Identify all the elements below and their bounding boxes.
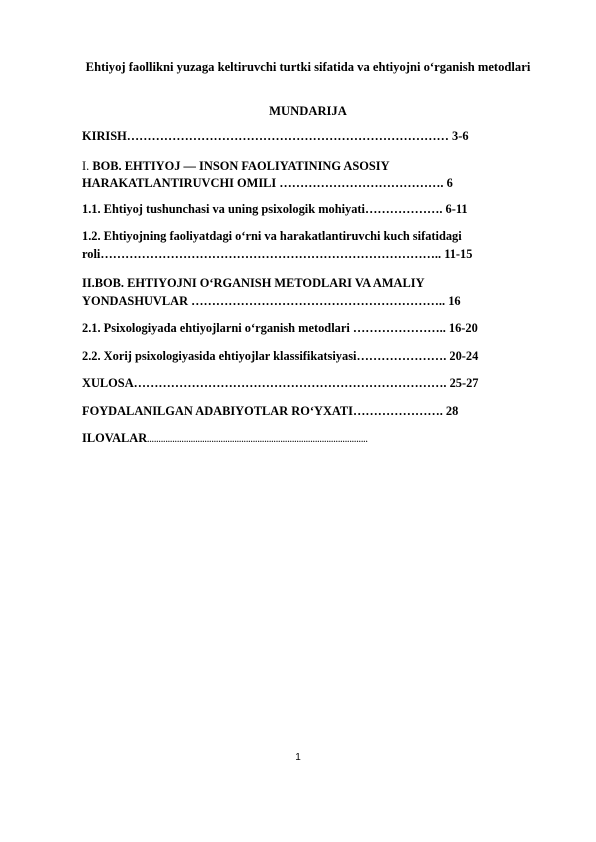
- toc-entry-line: roli……………………………………………………………………….. 11-15: [82, 246, 473, 261]
- toc-heading: MUNDARIJA: [269, 104, 347, 118]
- toc-entry-text: 2.2. Xorij psixologiyasida ehtiyojlar klassifikatsiyasi…………………. 20-24: [82, 348, 479, 363]
- toc-entry-chapter-1: [82, 158, 542, 193]
- toc-entry-line: 1.2. Ehtiyojning faoliyatdagi o‘rni va harakatlantiruvchi kuch sifatidagi: [82, 229, 462, 243]
- toc-entry-text: FOYDALANILGAN ADABIYOTLAR RO‘YXATI…………………. 28: [82, 403, 459, 418]
- toc-entry-line: II.BOB. EHTIYOJNI O‘RGANISH METODLARI VA AMALIY: [82, 276, 425, 290]
- toc-entry-line: HARAKATLANTIRUVCHI OMILI …………………………………. 6: [82, 176, 453, 190]
- toc-entry-text: 1.1. Ehtiyoj tushunchasi va uning psixologik mohiyati………………. 6-11: [82, 201, 468, 216]
- table-of-contents: [82, 128, 542, 449]
- toc-entry-line: YONDASHUVLAR …………………………………………………….. 16: [82, 293, 461, 308]
- toc-entry-chapter-2: [82, 275, 542, 310]
- toc-entry-2-1: [82, 320, 542, 338]
- page-number: 1: [295, 752, 301, 763]
- toc-entry-label: ILOVALAR: [82, 431, 148, 445]
- toc-entry-text: 2.1. Psixologiyada ehtiyojlarni o‘rganish metodlari ………………….. 16-20: [82, 321, 478, 335]
- toc-entry-line: [82, 158, 542, 176]
- toc-entry-text: BOB. EHTIYOJ — INSON FAOLIYATINING ASOSIY: [89, 158, 390, 173]
- toc-entry-1-2: [82, 228, 542, 263]
- toc-entry-line: [82, 430, 542, 449]
- toc-entry-text: KIRISH…………………………………………………………………… 3-6: [82, 129, 469, 143]
- toc-entry-2-2: [82, 348, 542, 366]
- toc-leader-dots: ................................................................................................: [147, 435, 368, 444]
- toc-entry-text: XULOSA…………………………………………………………………. 25-27: [82, 376, 479, 390]
- toc-entry-1-1: [82, 201, 542, 219]
- document-title: Ehtiyoj faollikni yuzaga keltiruvchi turtki sifatida va ehtiyojni o‘rganish metodlari: [85, 60, 531, 74]
- toc-entry-xulosa: [82, 375, 542, 393]
- chapter-numeral: I.: [82, 158, 90, 173]
- toc-entry-kirish: [82, 128, 542, 146]
- toc-entry-ilovalar: [82, 430, 542, 449]
- toc-entry-adabiyotlar: [82, 403, 542, 421]
